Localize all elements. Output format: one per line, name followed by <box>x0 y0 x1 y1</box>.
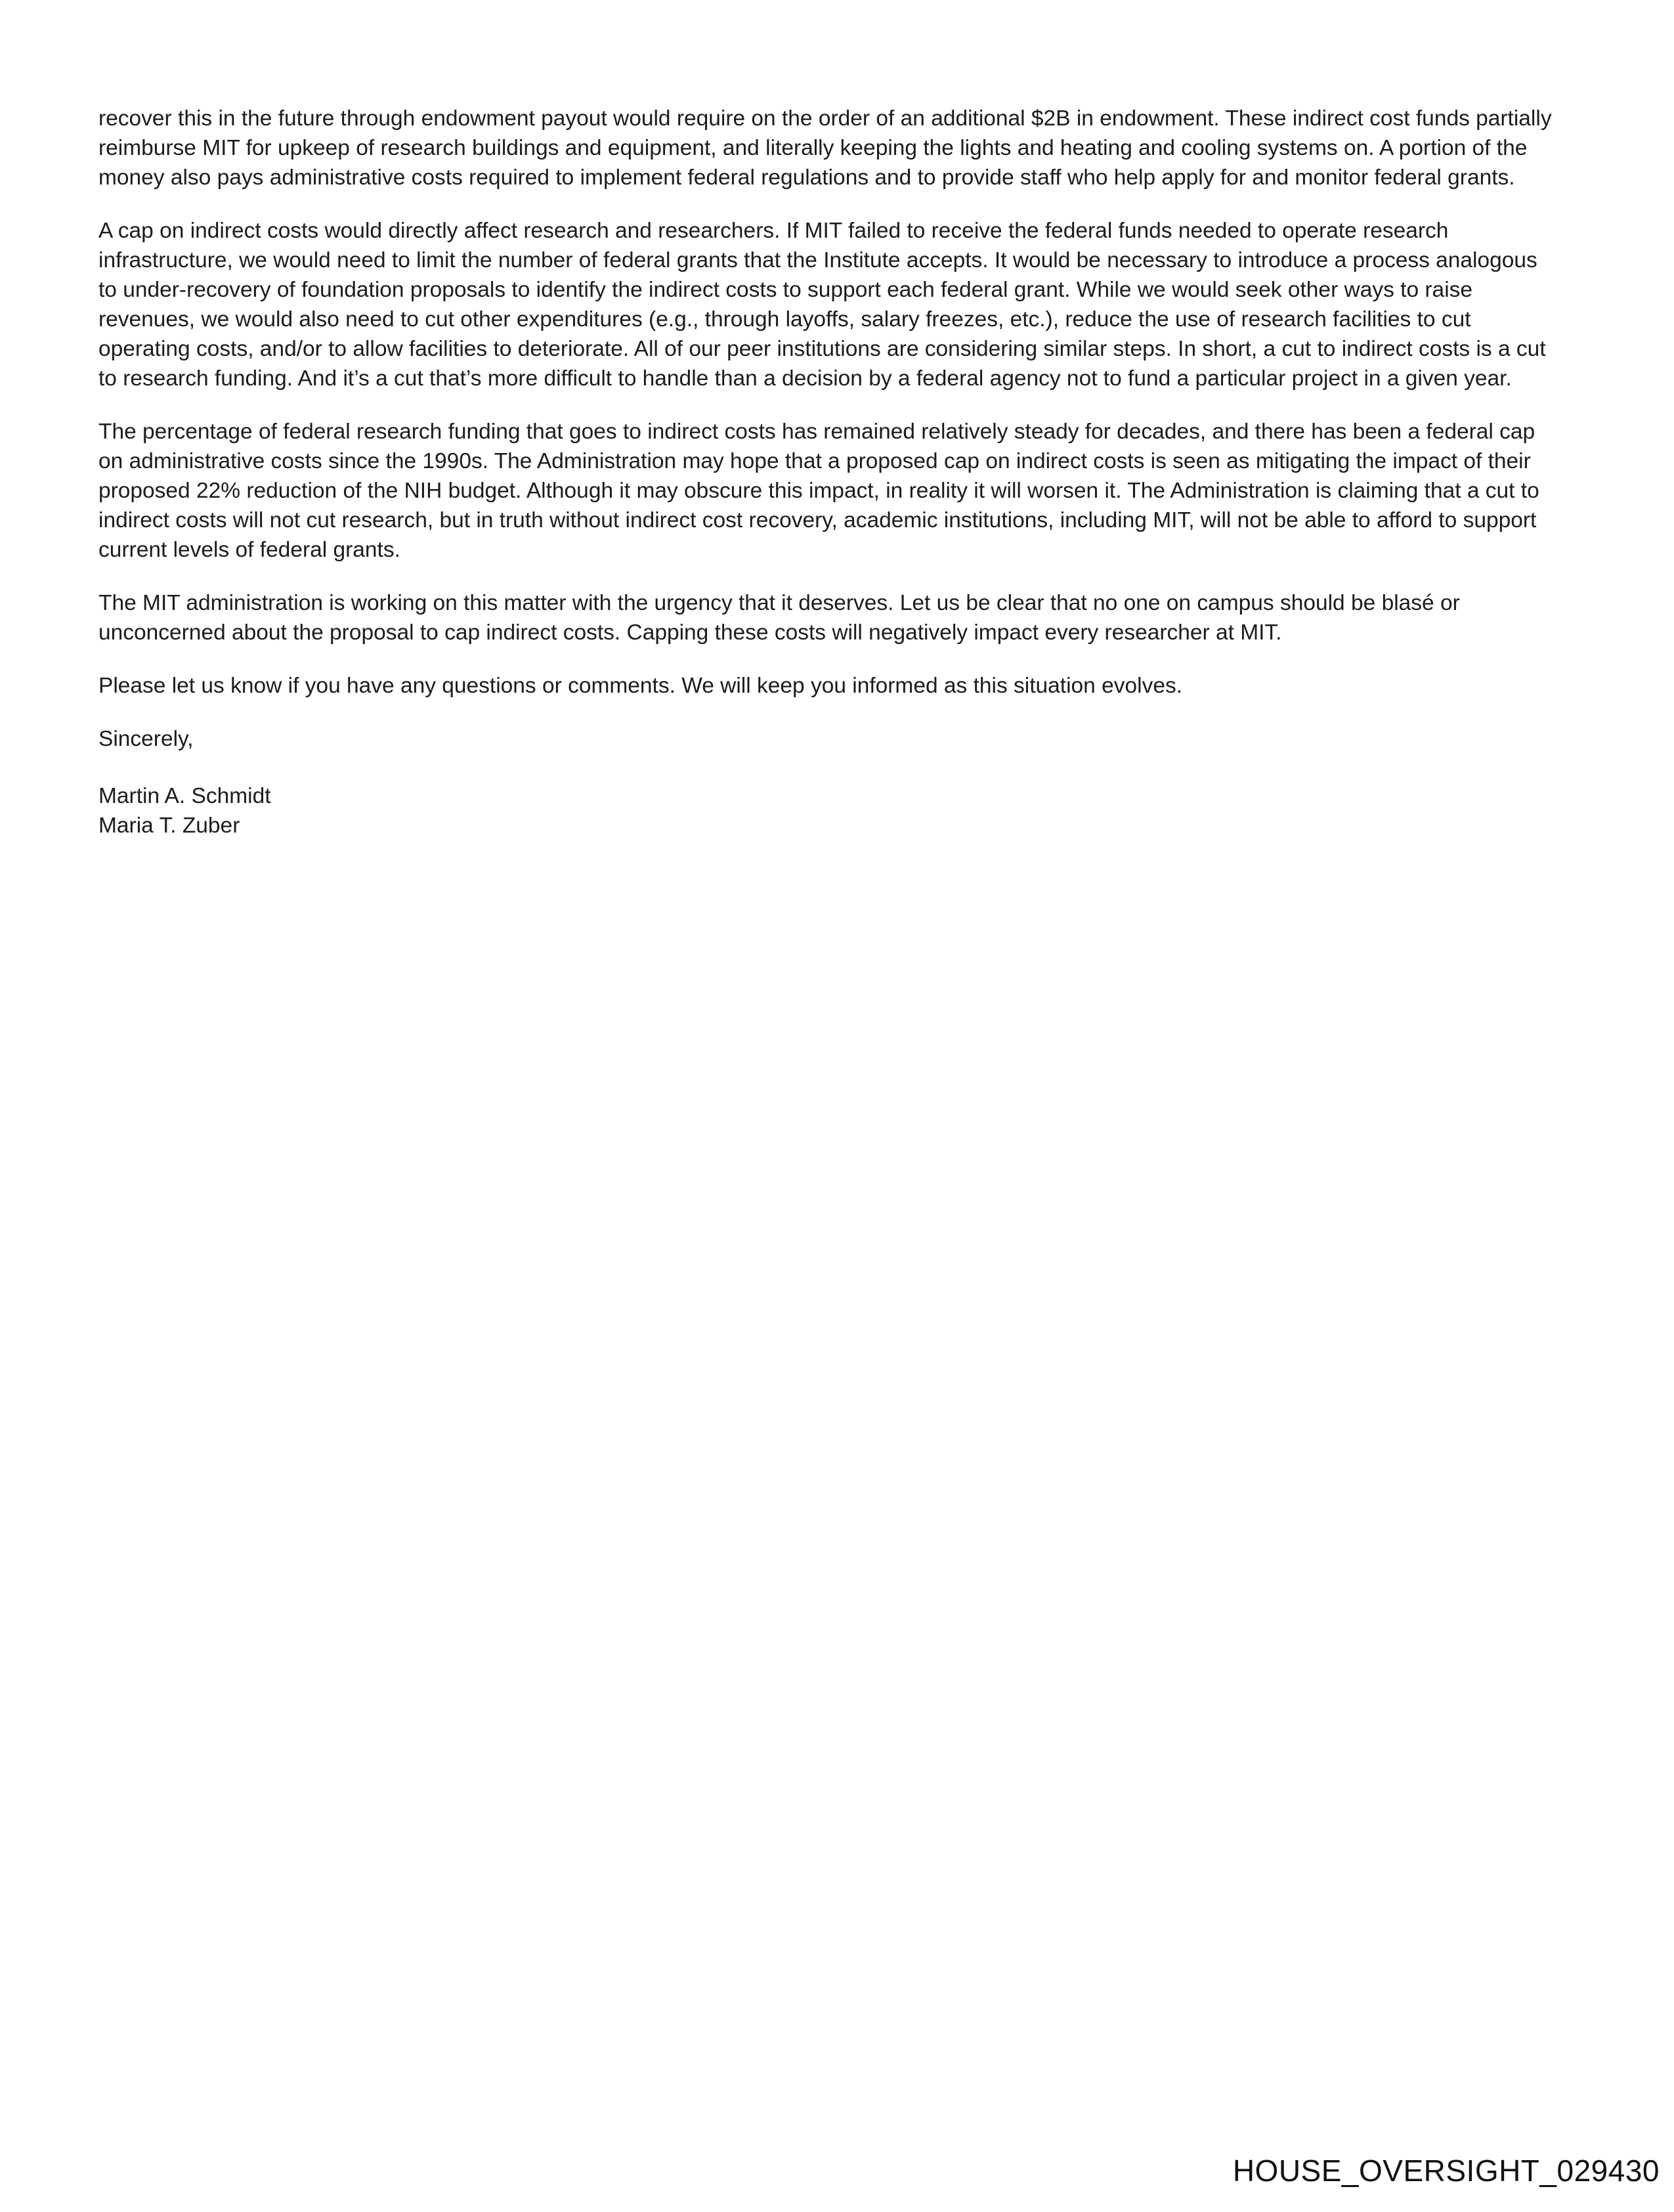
signature-block <box>98 781 1553 840</box>
letter-body <box>98 104 1553 840</box>
signatory-name-2: Maria T. Zuber <box>98 813 240 838</box>
letter-paragraph-1: recover this in the future through endowment payout would require on the order of an additional $2B in endowment. These indirect cost funds partially reimburse MIT for upkeep of research buildings and equipment, and literally keeping the lights and heating and cooling systems on. A portion of the money also pays administrative costs required to implement federal regulations and to provide staff who help apply for and monitor federal grants. <box>98 106 1552 190</box>
bates-number: HOUSE_OVERSIGHT_029430 <box>1232 2154 1660 2188</box>
letter-paragraph-3: The percentage of federal research funding that goes to indirect costs has remained relatively steady for decades, and there has been a federal cap on administrative costs since the 1990s. The Administration may hope that a proposed cap on indirect costs is seen as mitigating the impact of their proposed 22% reduction of the NIH budget. Although it may obscure this impact, in reality it will worsen it. The Administration is claiming that a cut to indirect costs will not cut research, but in truth without indirect cost recovery, academic institutions, including MIT, will not be able to afford to support current levels of federal grants. <box>98 420 1539 562</box>
letter-paragraph-4: The MIT administration is working on this matter with the urgency that it deserves. Let us be clear that no one on campus should be blasé or unconcerned about the proposal to cap indirect costs. Capping these costs will negatively impact every researcher at MIT. <box>98 591 1460 645</box>
letter-paragraph-2: A cap on indirect costs would directly affect research and researchers. If MIT failed to receive the federal funds needed to operate research infrastructure, we would need to limit the number of federal grants that the Institute accepts. It would be necessary to introduce a process analogous to under-recovery of foundation proposals to identify the indirect costs to support each federal grant. While we would seek other ways to raise revenues, we would also need to cut other expenditures (e.g., through layoffs, salary freezes, etc.), reduce the use of research facilities to cut operating costs, and/or to allow facilities to deteriorate. All of our peer institutions are considering similar steps. In short, a cut to indirect costs is a cut to research funding. And it’s a cut that’s more difficult to handle than a decision by a federal agency not to fund a particular project in a given year. <box>98 219 1546 391</box>
closing-salutation: Sincerely, <box>98 727 194 751</box>
letter-paragraph-5: Please let us know if you have any questions or comments. We will keep you informed as this situation evolves. <box>98 674 1183 698</box>
signatory-name-1: Martin A. Schmidt <box>98 784 271 808</box>
